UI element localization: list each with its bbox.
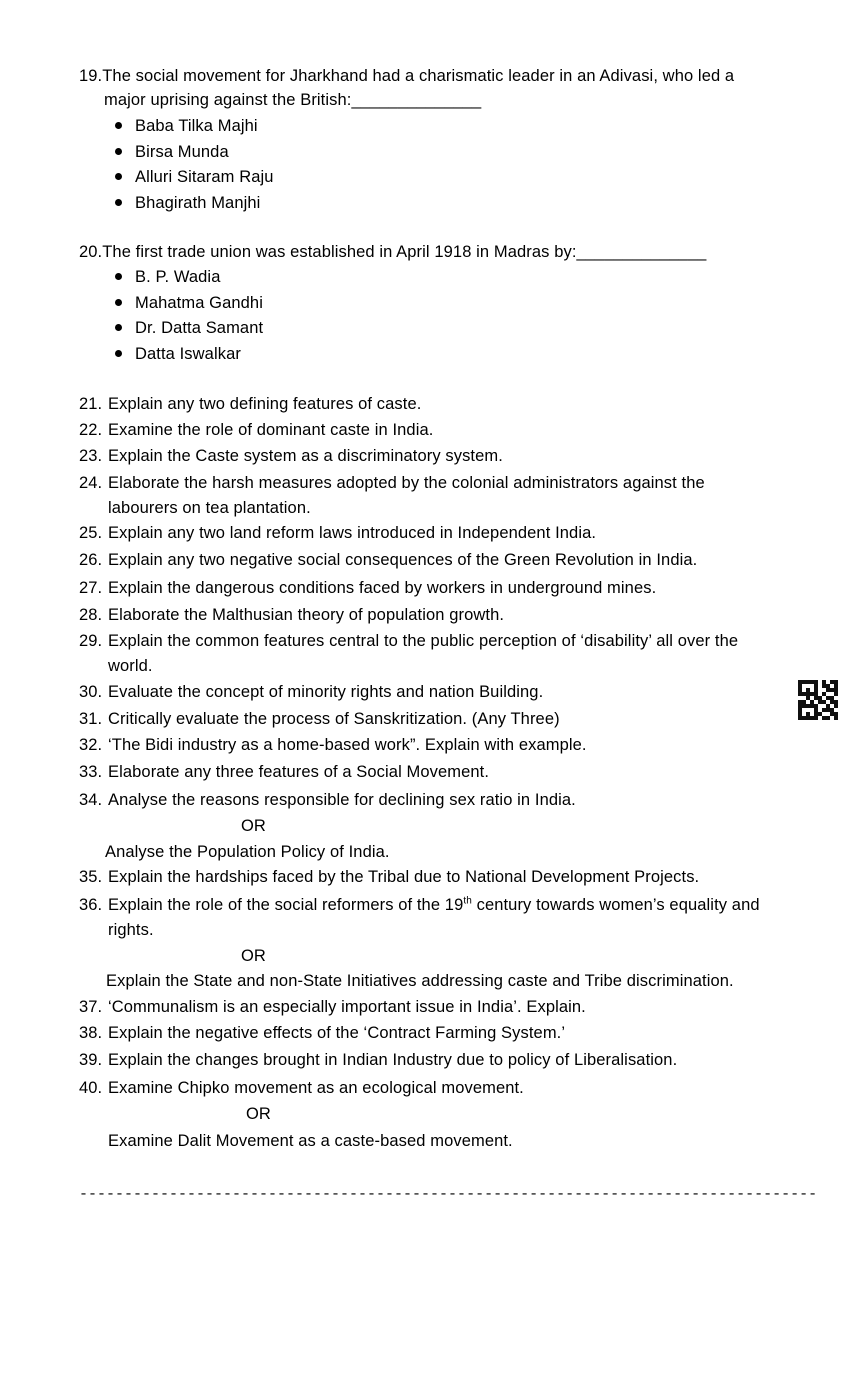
question-39 [79, 1050, 102, 1070]
question-24 [79, 473, 102, 493]
option-item [135, 344, 241, 364]
question-text-continuation: world. [108, 657, 153, 675]
option-label: Bhagirath Manjhi [135, 194, 261, 212]
question-text: Elaborate the Malthusian theory of population growth. [108, 606, 505, 624]
question-36 [79, 895, 102, 915]
question-30 [79, 682, 102, 702]
question-text-continuation: labourers on tea plantation. [108, 499, 311, 517]
or-separator: OR [241, 817, 266, 835]
option-label: Datta Iswalkar [135, 345, 241, 363]
end-of-paper-rule: ---------------------------------------------------------------------------------- [79, 1186, 818, 1203]
question-25 [79, 523, 102, 543]
option-item [135, 142, 229, 162]
question-38 [79, 1023, 102, 1043]
question-number: 32. [79, 736, 103, 754]
question-number: 23. [79, 447, 103, 465]
question-33 [79, 762, 102, 782]
question-text: The social movement for Jharkhand had a charismatic leader in an Adivasi, who led a [102, 67, 735, 85]
question-35 [79, 867, 102, 887]
bullet-icon [115, 122, 122, 129]
question-19 [79, 66, 734, 86]
bullet-icon [115, 148, 122, 155]
question-number: 19. [79, 67, 103, 85]
question-text: Explain any two land reform laws introduced in Independent India. [108, 524, 597, 542]
option-label: Dr. Datta Samant [135, 319, 264, 337]
question-37 [79, 997, 102, 1017]
question-number: 22. [79, 421, 103, 439]
superscript: th [463, 895, 472, 907]
question-21 [79, 394, 102, 414]
question-31 [79, 709, 102, 729]
option-label: Mahatma Gandhi [135, 294, 263, 312]
question-text: ‘The Bidi industry as a home-based work”. Explain with example. [108, 736, 587, 754]
question-19-continuation: major uprising against the British:______________ [104, 91, 482, 109]
question-number: 27. [79, 579, 103, 597]
question-text: Critically evaluate the process of Sanskritization. (Any Three) [108, 710, 560, 728]
question-number: 30. [79, 683, 103, 701]
question-23 [79, 446, 102, 466]
question-number: 39. [79, 1051, 103, 1069]
question-text: Explain the changes brought in Indian Industry due to policy of Liberalisation. [108, 1051, 678, 1069]
bullet-icon [115, 350, 122, 357]
question-number: 40. [79, 1079, 103, 1097]
question-text-part: Explain the role of the social reformers of the 19 [108, 896, 464, 914]
bullet-icon [115, 173, 122, 180]
option-item [135, 193, 260, 213]
question-text: Examine Chipko movement as an ecological movement. [108, 1079, 524, 1097]
question-text: Examine the role of dominant caste in India. [108, 421, 434, 439]
question-27 [79, 578, 102, 598]
or-separator: OR [241, 947, 266, 965]
question-text: Explain any two negative social consequences of the Green Revolution in India. [108, 551, 698, 569]
alternative-question-text: Explain the State and non-State Initiatives addressing caste and Tribe discrimination. [106, 972, 734, 990]
option-label: Baba Tilka Majhi [135, 117, 258, 135]
question-32 [79, 735, 102, 755]
question-text: The first trade union was established in April 1918 in Madras by:______________ [102, 243, 707, 261]
question-number: 31. [79, 710, 103, 728]
question-22 [79, 420, 102, 440]
alternative-question-text: Examine Dalit Movement as a caste-based movement. [108, 1132, 513, 1150]
question-26 [79, 550, 102, 570]
question-number: 35. [79, 868, 103, 886]
question-text-continuation: rights. [108, 921, 154, 939]
question-20 [79, 242, 706, 262]
question-number: 28. [79, 606, 103, 624]
option-label: Birsa Munda [135, 143, 229, 161]
question-number: 26. [79, 551, 103, 569]
question-number: 34. [79, 791, 103, 809]
question-number: 20. [79, 243, 103, 261]
bullet-icon [115, 299, 122, 306]
question-number: 29. [79, 632, 103, 650]
option-label: Alluri Sitaram Raju [135, 168, 274, 186]
question-text: Explain any two defining features of caste. [108, 395, 422, 413]
question-text: Evaluate the concept of minority rights and nation Building. [108, 683, 544, 701]
bullet-icon [115, 324, 122, 331]
question-text: Elaborate any three features of a Social Movement. [108, 763, 490, 781]
question-number: 21. [79, 395, 103, 413]
bullet-icon [115, 199, 122, 206]
question-40 [79, 1078, 102, 1098]
question-text: Explain the dangerous conditions faced by workers in underground mines. [108, 579, 657, 597]
question-number: 37. [79, 998, 103, 1016]
alternative-question-text: Analyse the Population Policy of India. [105, 843, 390, 861]
question-text [108, 895, 760, 915]
option-item [135, 167, 274, 187]
question-text-part: century towards women’s equality and [471, 896, 760, 914]
qr-code-icon [798, 680, 838, 720]
question-29 [79, 631, 102, 651]
option-item [135, 267, 220, 287]
question-text: ‘Communalism is an especially important issue in India’. Explain. [108, 998, 586, 1016]
question-number: 38. [79, 1024, 103, 1042]
or-separator: OR [246, 1105, 271, 1123]
option-item [135, 116, 258, 136]
question-number: 36. [79, 896, 103, 914]
bullet-icon [115, 273, 122, 280]
question-number: 24. [79, 474, 103, 492]
option-item [135, 318, 263, 338]
question-text: Explain the common features central to the public perception of ‘disability’ all over the [108, 632, 739, 650]
question-text: Analyse the reasons responsible for declining sex ratio in India. [108, 791, 576, 809]
question-text: Explain the Caste system as a discriminatory system. [108, 447, 503, 465]
question-28 [79, 605, 102, 625]
option-item [135, 293, 263, 313]
question-text: Elaborate the harsh measures adopted by the colonial administrators against the [108, 474, 705, 492]
question-text: Explain the hardships faced by the Tribal due to National Development Projects. [108, 868, 700, 886]
question-text: Explain the negative effects of the ‘Contract Farming System.’ [108, 1024, 566, 1042]
question-34 [79, 790, 102, 810]
question-number: 25. [79, 524, 103, 542]
option-label: B. P. Wadia [135, 268, 221, 286]
question-number: 33. [79, 763, 103, 781]
